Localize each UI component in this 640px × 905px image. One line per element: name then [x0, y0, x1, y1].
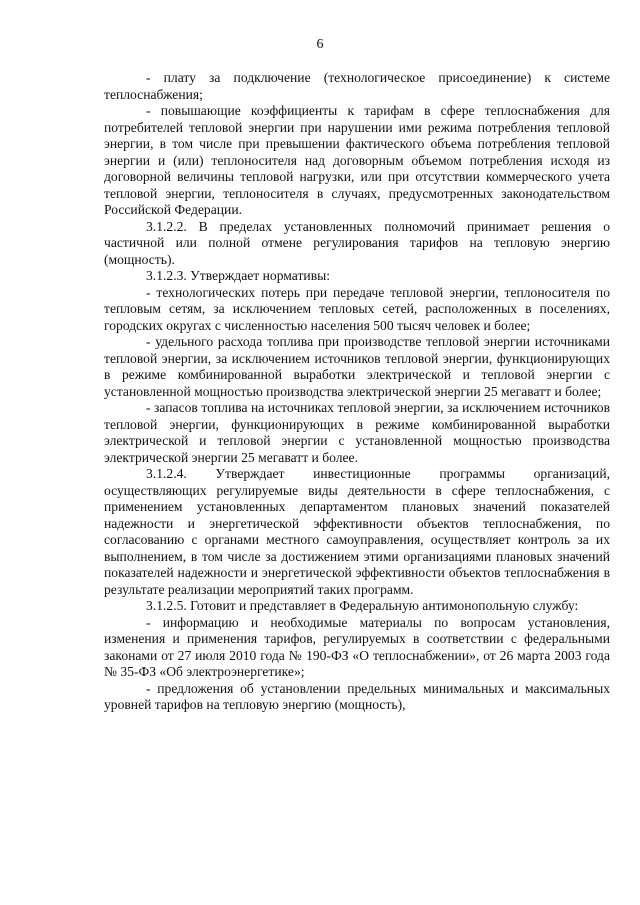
paragraph-3-1-2-2: 3.1.2.2. В пределах установленных полномочий принимает решения о частичной или полной отмене регулирования тарифов на тепловую энергию (мощность).: [104, 218, 610, 267]
paragraph-connection-fee: - плату за подключение (технологическое присоединение) к системе теплоснабжения;: [104, 70, 610, 102]
document-body: [104, 70, 610, 714]
paragraph-fuel-reserve-norms: - запасов топлива на источниках тепловой энергии, за исключением источников тепловой энергии, функционирующих в режиме комбинированной выработки электрической и тепловой энергии с установленной мощностью производства электрической энергии 25 мегаватт и более.: [104, 400, 610, 465]
paragraph-tariff-proposals: - предложения об установлении предельных минимальных и максимальных уровней тарифов на тепловую энергию (мощность),: [104, 680, 610, 712]
paragraph-3-1-2-4: 3.1.2.4. Утверждает инвестиционные программы организаций, осуществляющих регулируемые виды деятельности в сфере теплоснабжения, с применением установленных департаментом плановых значений показателей надежности и энергетической эффективности объектов теплоснабжения, по согласованию с органами местного самоуправления, осуществляет контроль за их выполнением, в том числе за достижением этими организациями плановых значений показателей надежности и энергетической эффективности объектов теплоснабжения в результате реализации мероприятий таких программ.: [104, 466, 610, 597]
paragraph-information-materials: - информацию и необходимые материалы по вопросам установления, изменения и применения тарифов, регулируемых в соответствии с федеральными законами от 27 июля 2010 года № 190-ФЗ «О теплоснабжении», от 26 марта 2003 года № 35-ФЗ «Об электроэнергетике»;: [104, 614, 610, 679]
paragraph-3-1-2-5: 3.1.2.5. Готовит и представляет в Федеральную антимонопольную службу:: [146, 598, 579, 613]
paragraph-fuel-consumption-norms: - удельного расхода топлива при производстве тепловой энергии источниками тепловой энергии, за исключением источников тепловой энергии, функционирующих в режиме комбинированной выработки электрической и тепловой энергии с установленной мощностью производства электрической энергии 25 мегаватт и более;: [104, 334, 610, 399]
paragraph-heat-loss-norms: - технологических потерь при передаче тепловой энергии, теплоносителя по тепловым сетям, за исключением тепловых сетей, расположенных в поселениях, городских округах с численностью населения 500 тысяч человек и более;: [104, 284, 610, 333]
paragraph-3-1-2-3: 3.1.2.3. Утверждает нормативы:: [146, 268, 331, 283]
page-number: 6: [316, 37, 324, 52]
paragraph-tariff-coefficients: - повышающие коэффициенты к тарифам в сфере теплоснабжения для потребителей тепловой энергии при нарушении ими режима потребления тепловой энергии, в том числе при превышении фактического объема потребления тепловой энергии и (или) теплоносителя над договорным объемом потребления исходя из договорной величины тепловой нагрузки, или при отсутствии коммерческого учета тепловой энергии, теплоносителя в случаях, предусмотренных законодательством Российской Федерации.: [104, 103, 610, 217]
